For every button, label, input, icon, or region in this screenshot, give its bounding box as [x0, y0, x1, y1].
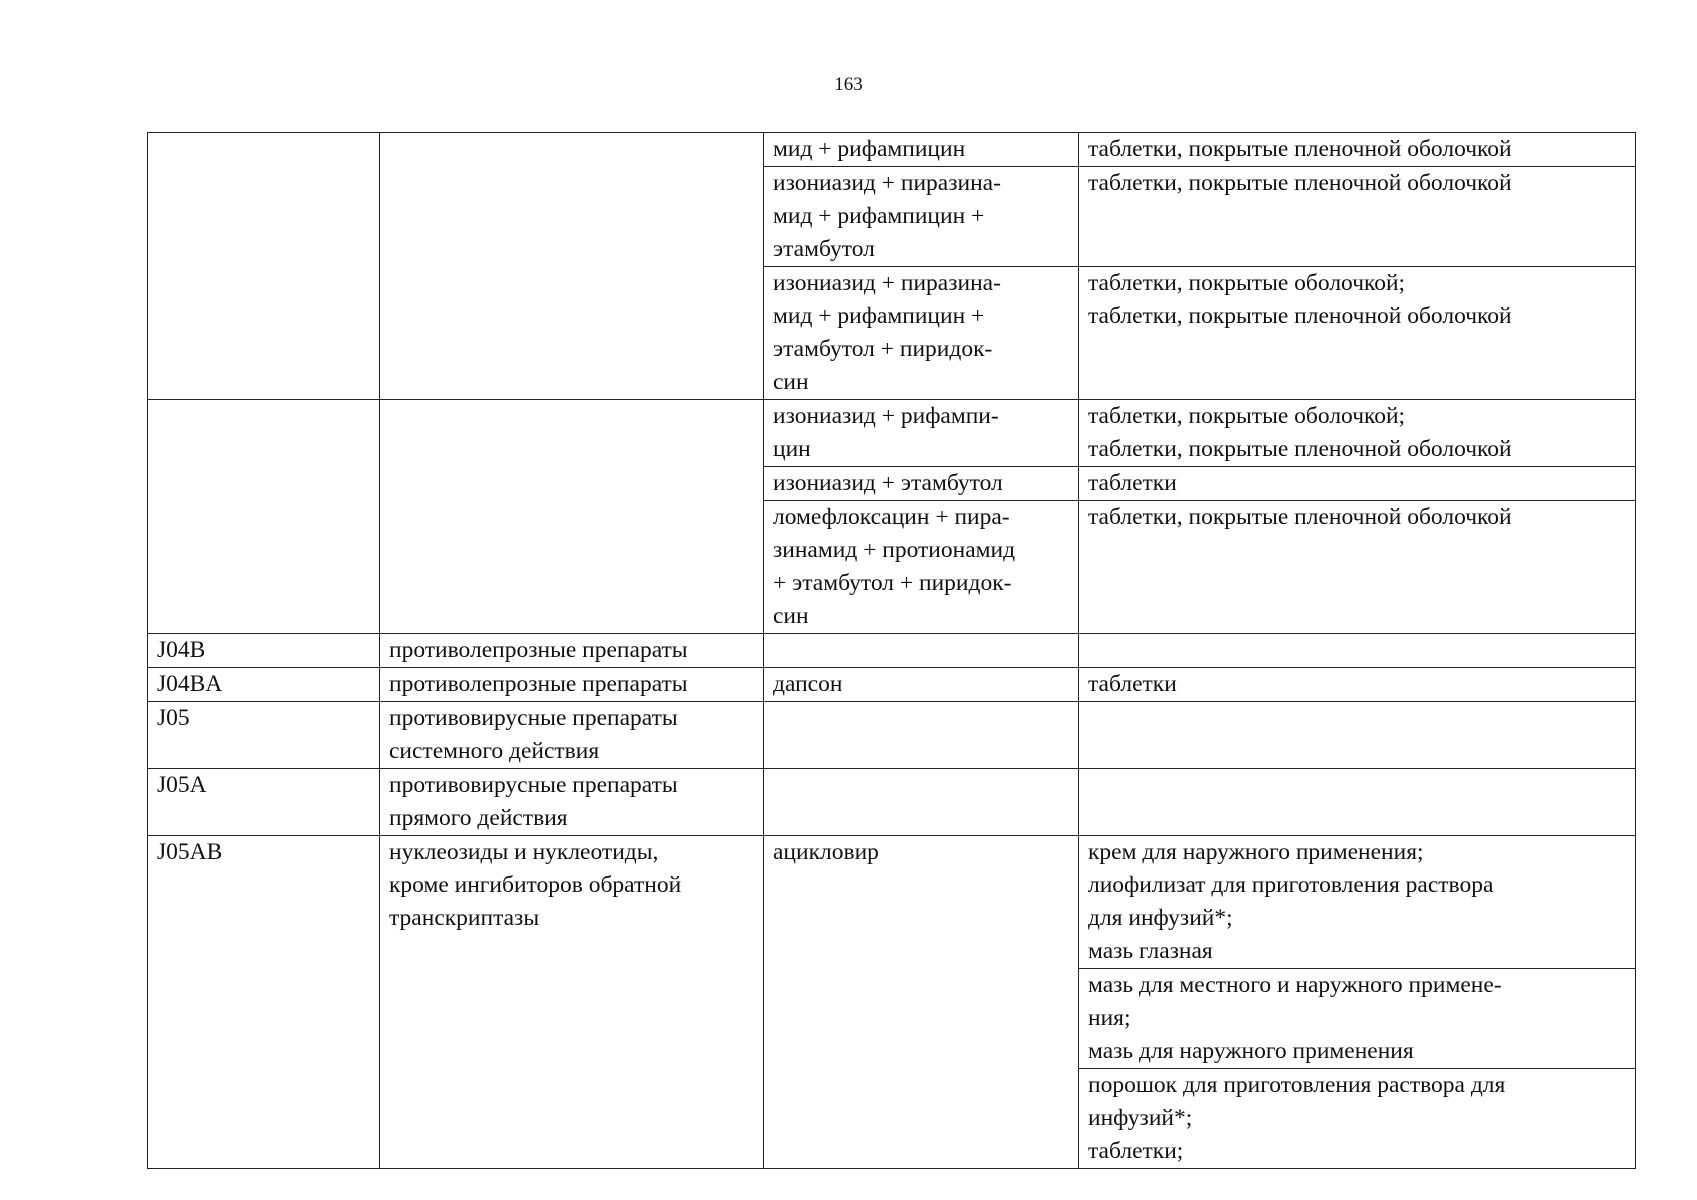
dosage-form-cell: таблетки, покрытые пленочной оболочкой	[1079, 133, 1636, 167]
dosage-form-cell: порошок для приготовления раствора для инфузий*; таблетки;	[1079, 1069, 1636, 1169]
drug-name-cell: изониазид + этамбутол	[764, 467, 1079, 501]
group-name-cell: нуклеозиды и нуклеотиды, кроме ингибиторов обратной транскриптазы	[380, 836, 764, 1169]
drug-name-cell: изониазид + рифампи- цин	[764, 400, 1079, 467]
table-row	[148, 769, 1636, 836]
atc-code-cell	[148, 400, 380, 634]
atc-code-cell	[148, 133, 380, 400]
drug-classification-table	[147, 132, 1636, 1169]
dosage-form-cell	[1079, 634, 1636, 668]
table-row	[148, 133, 1636, 167]
dosage-form-cell: таблетки, покрытые пленочной оболочкой	[1079, 167, 1636, 267]
dosage-form-cell: таблетки	[1079, 467, 1636, 501]
group-name-cell	[380, 400, 764, 634]
dosage-form-cell	[1079, 769, 1636, 836]
table-row	[148, 702, 1636, 769]
drug-name-cell	[764, 634, 1079, 668]
group-name-cell: противовирусные препараты системного действия	[380, 702, 764, 769]
group-name-cell: противолепрозные препараты	[380, 634, 764, 668]
drug-name-cell: ацикловир	[764, 836, 1079, 1169]
atc-code-cell: J04B	[148, 634, 380, 668]
dosage-form-cell: таблетки, покрытые оболочкой; таблетки, покрытые пленочной оболочкой	[1079, 267, 1636, 400]
atc-code-cell: J05	[148, 702, 380, 769]
drug-name-cell: изониазид + пиразина- мид + рифампицин + этамбутол + пиридок- син	[764, 267, 1079, 400]
table-row	[148, 634, 1636, 668]
dosage-form-cell: крем для наружного применения; лиофилизат для приготовления раствора для инфузий*; мазь глазная	[1079, 836, 1636, 969]
table-row	[148, 836, 1636, 969]
dosage-form-cell: таблетки, покрытые оболочкой; таблетки, покрытые пленочной оболочкой	[1079, 400, 1636, 467]
group-name-cell: противолепрозные препараты	[380, 668, 764, 702]
drug-name-cell	[764, 702, 1079, 769]
drug-name-cell: мид + рифампицин	[764, 133, 1079, 167]
atc-code-cell: J05AB	[148, 836, 380, 1169]
atc-code-cell: J04BA	[148, 668, 380, 702]
table-row	[148, 668, 1636, 702]
table-body	[148, 133, 1636, 1169]
group-name-cell	[380, 133, 764, 400]
drug-name-cell	[764, 769, 1079, 836]
table-row	[148, 400, 1636, 467]
drug-name-cell: дапсон	[764, 668, 1079, 702]
dosage-form-cell	[1079, 702, 1636, 769]
page-number: 163	[834, 74, 863, 95]
atc-code-cell: J05A	[148, 769, 380, 836]
dosage-form-cell: таблетки, покрытые пленочной оболочкой	[1079, 501, 1636, 634]
drug-name-cell: изониазид + пиразина- мид + рифампицин + этамбутол	[764, 167, 1079, 267]
dosage-form-cell: мазь для местного и наружного примене- ния; мазь для наружного применения	[1079, 969, 1636, 1069]
dosage-form-cell: таблетки	[1079, 668, 1636, 702]
drug-name-cell: ломефлоксацин + пира- зинамид + протионамид + этамбутол + пиридок- син	[764, 501, 1079, 634]
group-name-cell: противовирусные препараты прямого действия	[380, 769, 764, 836]
